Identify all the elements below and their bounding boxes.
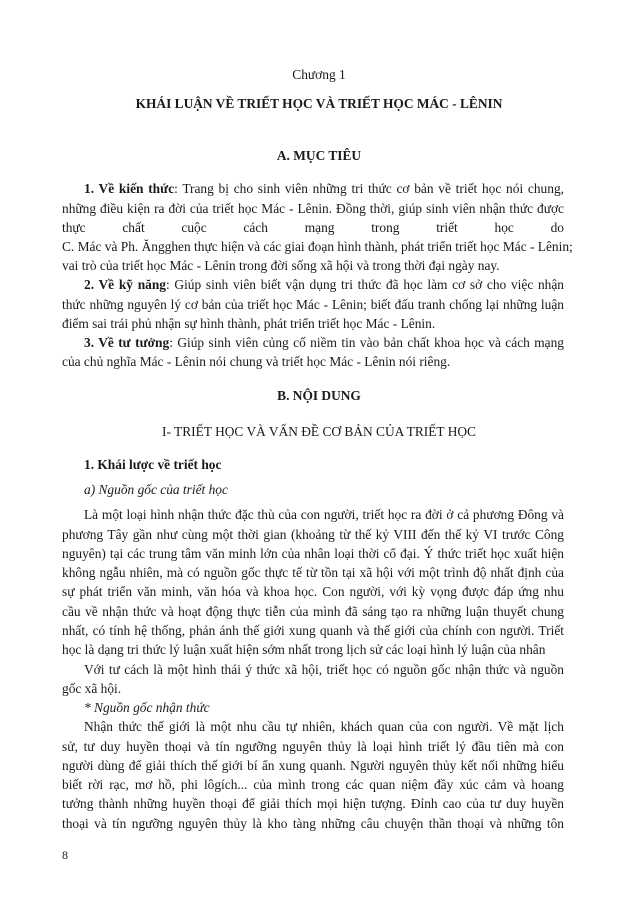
- social-para-line: Với tư cách là một hình thái ý thức xã hội, triết học có nguồn gốc nhận thức và nguồn: [84, 662, 564, 677]
- skill-para-line: điểm sai trái phủ nhận sự hình thành, phát triển triết học Mác - Lênin.: [62, 316, 436, 331]
- cognitive-para-line: sử, tư duy huyền thoại và tín ngưỡng nguyên thủy là loại hình triết lý đầu tiên mà con: [62, 739, 564, 754]
- chapter-title: KHÁI LUẬN VỀ TRIẾT HỌC VÀ TRIẾT HỌC MÁC - LÊNIN: [135, 96, 503, 111]
- cognitive-para-line: Nhận thức thế giới là một nhu cầu tự nhiên, khách quan của con người. Về mặt lịch: [84, 719, 564, 734]
- origin-para-line: học là dạng tri thức lý luận xuất hiện sớm nhất trong lịch sử các loại hình lý luận của nhân: [62, 642, 546, 657]
- origin-para-line: nguyên) tại các trung tâm văn minh lớn của nhân loại thời cổ đại. Ý thức triết học xuất hiện: [62, 546, 564, 561]
- knowledge-para-line: 1. Về kiến thức: Trang bị cho sinh viên những tri thức cơ bản về triết học nói chung,: [84, 181, 564, 196]
- cognitive-para-line: thoại và tín ngưỡng nguyên thủy là kho tàng những câu chuyện thần thoại và những tôn: [62, 816, 564, 831]
- cognitive-para-line: người dùng để giải thích thế giới bí ẩn xung quanh. Người nguyên thủy kết nối những hiểu: [62, 758, 564, 773]
- knowledge-para-line: thực chất cuộc cách mạng trong triết học do: [62, 220, 564, 235]
- subsection-1-heading: 1. Khái lược về triết học: [84, 457, 222, 472]
- knowledge-label: 1. Về kiến thức: [84, 181, 175, 196]
- cognitive-origin-heading: * Nguồn gốc nhận thức: [84, 700, 210, 715]
- thought-para-line: 3. Về tư tưởng: Giúp sinh viên củng cố niềm tin vào bản chất khoa học và cách mạng: [84, 335, 564, 350]
- origin-para-line: cầu về nhận thức và hoạt động thực tiễn của mình đã sáng tạo ra những luận thuyết chung: [62, 604, 564, 619]
- skill-label: 2. Về kỹ năng: [84, 277, 166, 292]
- cognitive-para-line: biết rời rạc, mơ hồ, phi lôgích... của mình trong các quan niệm đầy xúc cảm và hoang: [62, 777, 564, 792]
- part-i-heading: I- TRIẾT HỌC VÀ VẤN ĐỀ CƠ BẢN CỦA TRIẾT HỌC: [162, 424, 476, 439]
- thought-label: 3. Về tư tưởng: [84, 335, 170, 350]
- cognitive-para-line: tưởng thành những huyền thoại để giải thích mọi hiện tượng. Đỉnh cao của tư duy huyền: [62, 796, 564, 811]
- origin-para-line: Là một loại hình nhận thức đặc thù của con người, triết học ra đời ở cả phương Đông và: [84, 507, 564, 522]
- chapter-label: Chương 1: [292, 67, 346, 82]
- origin-para-line: sự phát triển văn minh, văn hóa và khoa học. Con người, với kỳ vọng được đáp ứng nhu: [62, 584, 564, 599]
- knowledge-para-line: vai trò của triết học Mác - Lênin trong đời sống xã hội và trong thời đại ngày nay.: [62, 258, 500, 273]
- skill-para-line: 2. Về kỹ năng: Giúp sinh viên biết vận dụng tri thức đã học làm cơ sở cho việc nhận: [84, 277, 564, 292]
- skill-para-line: thức những nguyên lý cơ bản của triết học Mác - Lênin; biết đấu tranh chống lại những luận: [62, 297, 564, 312]
- origin-para-line: không ngẫu nhiên, mà có nguồn gốc thực tế từ tồn tại xã hội với một trình độ nhất định của: [62, 565, 564, 580]
- knowledge-para-line: C. Mác và Ph. Ăngghen thực hiện và các giai đoạn hình thành, phát triển triết học Mác - Lênin;: [62, 239, 573, 254]
- social-para-line: gốc xã hội.: [62, 681, 122, 696]
- origin-para-line: phương Tây gần như cùng một thời gian (khoảng từ thế kỷ VIII đến thế kỷ VI trước Công: [62, 527, 564, 542]
- origin-para-line: nhất, có tính hệ thống, phản ánh thế giới xung quanh và thế giới của chính con người. Triết: [62, 623, 564, 638]
- page-number: 8: [62, 848, 68, 862]
- section-a-heading: A. MỤC TIÊU: [276, 148, 362, 163]
- subsection-a-heading: a) Nguồn gốc của triết học: [84, 482, 228, 497]
- thought-para-line: của chủ nghĩa Mác - Lênin nói chung và triết học Mác - Lênin nói riêng.: [62, 354, 451, 369]
- section-b-heading: B. NỘI DUNG: [277, 388, 361, 403]
- knowledge-para-line: những điều kiện ra đời của triết học Mác - Lênin. Đồng thời, giúp sinh viên nhận thức được: [62, 201, 564, 216]
